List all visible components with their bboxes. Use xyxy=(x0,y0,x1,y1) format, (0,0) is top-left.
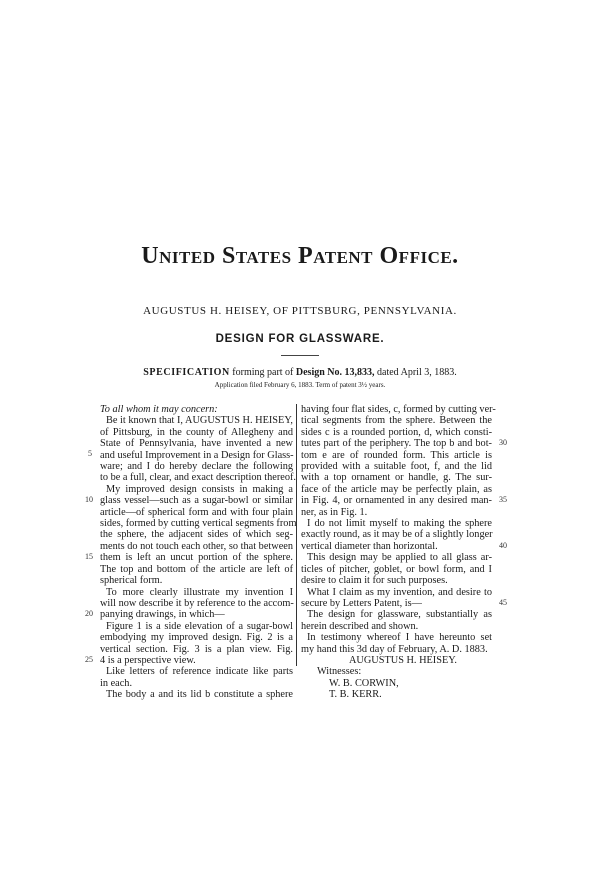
text-line: Be it known that I, AUGUSTUS H. HEISEY, xyxy=(106,415,293,427)
signature-name: AUGUSTUS H. HEISEY. xyxy=(349,654,457,666)
text-line: The design for glassware, substantially as xyxy=(307,609,492,621)
left-text-column xyxy=(100,404,297,701)
filing-line: Application filed February 6, 1883. Term of patent 3½ years. xyxy=(214,381,386,389)
witnesses-label: Witnesses: xyxy=(317,666,362,678)
text-line: secure by Letters Patent, is— xyxy=(301,597,422,609)
witness-name: W. B. CORWIN, xyxy=(329,677,399,689)
text-line: the sphere, the adjacent sides of which seg- xyxy=(100,529,293,541)
line-number: 25 xyxy=(85,655,93,664)
text-line: glass vessel—such as a sugar-bowl or similar xyxy=(100,495,293,507)
spec-middle: forming part of xyxy=(232,367,294,378)
text-line: to be a full, clear, and exact description thereof. xyxy=(100,472,296,484)
spec-lead: SPECIFICATION xyxy=(143,367,230,378)
text-line: exactly round, as it may be of a slightly longer xyxy=(301,529,493,541)
text-line: ware; and I do hereby declare the following xyxy=(100,461,293,473)
line-number: 20 xyxy=(85,609,93,618)
text-line: embodying my improved design. Fig. 2 is a xyxy=(100,632,293,644)
text-line: To more clearly illustrate my invention I xyxy=(106,586,293,598)
text-line: face of the article may be perfectly plain, as xyxy=(301,483,492,495)
text-line: ments do not touch each other, so that between xyxy=(100,540,293,552)
text-line: The body a and its lid b constitute a sphere xyxy=(106,689,293,701)
text-line: article—of spherical form and with four plain xyxy=(100,506,293,518)
line-number: 45 xyxy=(499,598,507,607)
text-line: vertical diameter than horizontal. xyxy=(301,540,438,552)
text-line: panying drawings, in which— xyxy=(100,609,225,621)
text-line: I do not limit myself to making the sphere xyxy=(307,518,492,530)
inventor-line: AUGUSTUS H. HEISEY, OF PITTSBURG, PENNSYLVANIA. xyxy=(143,305,457,317)
text-line: In testimony whereof I have hereunto set xyxy=(307,632,492,644)
text-line: This design may be applied to all glass ar- xyxy=(307,552,492,564)
line-number: 15 xyxy=(85,552,93,561)
text-line: with a top ornament or handle, g. The sur- xyxy=(301,472,492,484)
line-number: 40 xyxy=(499,541,507,550)
text-line: spherical form. xyxy=(100,575,163,587)
spec-design: Design No. 13,833, xyxy=(295,367,375,378)
witness-name: T. B. KERR. xyxy=(329,689,382,701)
text-line: herein described and shown. xyxy=(301,620,419,632)
text-line: tom e are of rounded form. This article is xyxy=(301,449,492,461)
text-line: tical segments from the sphere. Between the xyxy=(301,415,492,427)
line-number: 5 xyxy=(88,449,92,458)
text-line: sides c is a rounded portion, d, which consti- xyxy=(301,426,492,438)
text-line: Figure 1 is a side elevation of a sugar-bowl xyxy=(106,620,293,632)
text-line: in Fig. 4, or ornamented in any desired man- xyxy=(301,495,492,507)
text-line: ner, as in Fig. 1. xyxy=(301,506,368,518)
text-line: having four flat sides, c, formed by cutting ver- xyxy=(301,404,496,415)
text-line: tutes part of the periphery. The top b and bot- xyxy=(301,438,492,450)
text-line: sides, formed by cutting vertical segments from xyxy=(100,518,297,530)
text-line: in each. xyxy=(100,677,133,689)
text-line: What I claim as my invention, and desire to xyxy=(307,586,492,598)
line-number: 10 xyxy=(85,495,93,504)
text-line: To all whom it may concern: xyxy=(100,404,218,415)
text-line: 4 is a perspective view. xyxy=(100,654,196,666)
specification-line xyxy=(0,367,600,378)
text-line: ticles of pitcher, goblet, or bowl form, and I xyxy=(301,563,492,575)
text-line: The top and bottom of the article are left of xyxy=(100,563,293,575)
text-line: desire to claim it for such purposes. xyxy=(301,575,448,587)
text-line: My improved design consists in making a xyxy=(106,483,293,495)
text-line: Like letters of reference indicate like parts xyxy=(106,666,293,678)
line-number: 30 xyxy=(499,438,507,447)
text-line: and useful Improvement in a Design for Glass- xyxy=(100,449,294,461)
text-line: will now describe it by reference to the accom- xyxy=(100,597,294,609)
right-text-column xyxy=(301,404,496,701)
design-title: DESIGN FOR GLASSWARE. xyxy=(215,333,385,345)
line-number: 35 xyxy=(499,495,507,504)
text-line: vertical section. Fig. 3 is a plan view. Fig. xyxy=(100,643,293,655)
spec-dated: dated April 3, 1883. xyxy=(377,367,457,378)
text-line: State of Pennsylvania, have invented a new xyxy=(100,438,293,450)
column-divider xyxy=(296,404,297,666)
text-line: of Pittsburg, in the county of Allegheny and xyxy=(100,426,293,438)
text-line: provided with a suitable foot, f, and the lid xyxy=(301,461,492,473)
text-line: my hand this 3d day of February, A. D. 1883. xyxy=(301,643,488,655)
page-title: United States Patent Office. xyxy=(141,243,459,269)
text-line: them is left an uncut portion of the sphere. xyxy=(100,552,293,564)
title-rule xyxy=(281,355,319,356)
